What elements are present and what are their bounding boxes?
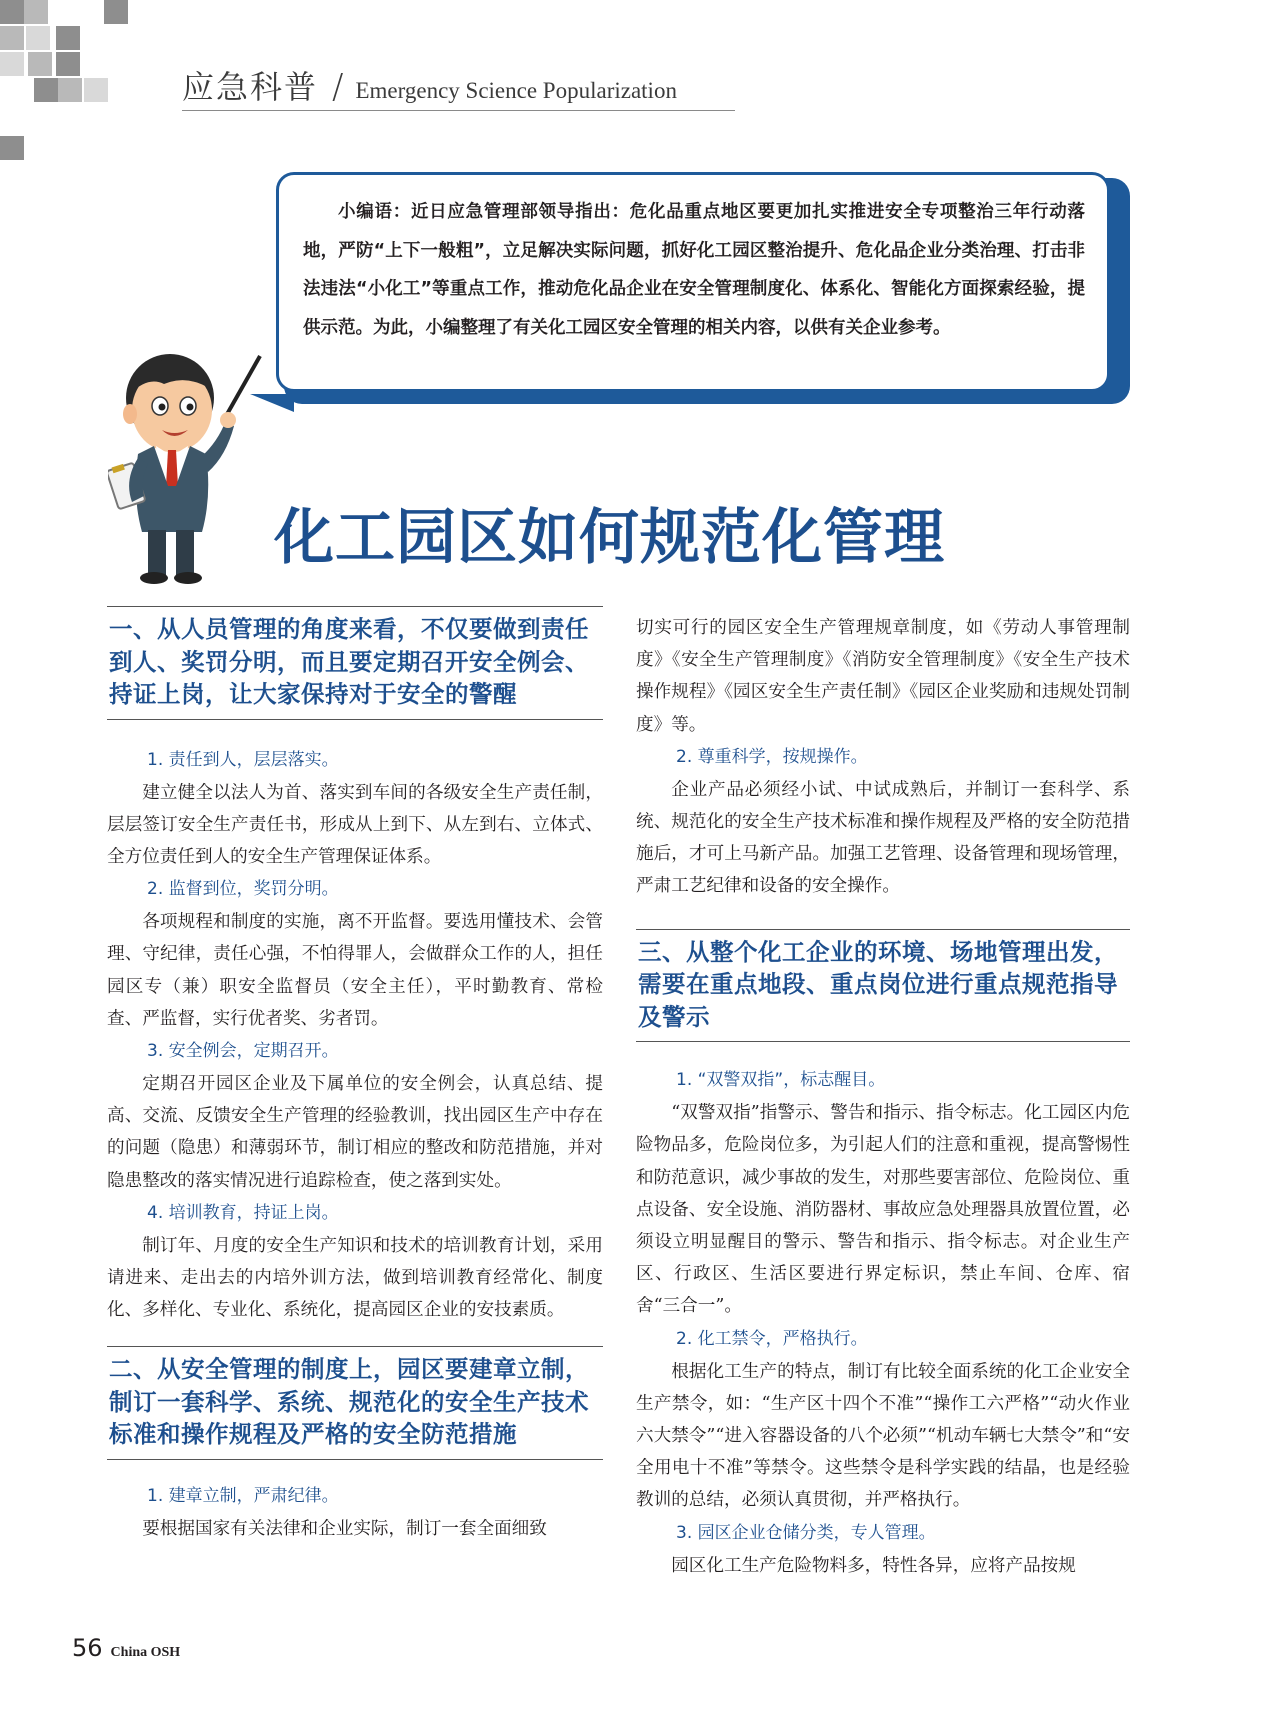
decor-square <box>28 52 52 76</box>
section-separator: / <box>332 67 344 107</box>
page-footer <box>72 1634 180 1662</box>
subheading-1-3: 3. 安全例会，定期召开。 <box>147 1040 339 1061</box>
header-rule <box>182 110 735 111</box>
decor-square <box>0 0 24 24</box>
editor-note-bubble <box>276 172 1110 392</box>
subheading-1-1: 1. 责任到人，层层落实。 <box>147 749 339 770</box>
paragraph: 建立健全以法人为首、落实到车间的各级安全生产责任制，层层签订安全生产责任书，形成从上到下、从左到右、立体式、全方位责任到人的安全生产管理保证体系。 <box>107 782 603 867</box>
decor-square <box>0 52 24 76</box>
subheading-1-2: 2. 监督到位，奖罚分明。 <box>147 879 339 900</box>
decor-square <box>24 0 48 24</box>
paragraph: 园区化工生产危险物料多，特性各异，应将产品按规 <box>671 1555 1076 1576</box>
paragraph: “双警双指”指警示、警告和指示、指令标志。化工园区内危险物品多，危险岗位多，为引起人们的注意和重视，提高警惕性和防范意识，减少事故的发生，对那些要害部位、危险岗位、重点设备、安全设施、消防器材、事故应急处理器具放置位置，必须设立明显醒目的警示、警告和指示、指令标志。对企业生产区、行政区、生活区要进行界定标识，禁止车间、仓库、宿舍“三合一”。 <box>636 1103 1130 1317</box>
page-number: 56 <box>72 1634 103 1662</box>
left-column <box>107 606 603 1545</box>
section-2-heading: 二、从安全管理的制度上，园区要建章立制，制订一套科学、系统、规范化的安全生产技术标准和操作规程及严格的安全防范措施 <box>107 1346 603 1460</box>
decor-square <box>0 26 24 50</box>
editor-note-text: 小编语：近日应急管理部领导指出：危化品重点地区要更加扎实推进安全专项整治三年行动落地，严防“上下一般粗”，立足解决实际问题，抓好化工园区整治提升、危化品企业分类治理、打击非法违法“小化工”等重点工作，推动危化品企业在安全管理制度化、体系化、智能化方面探索经验，提供示范。为此，小编整理了有关化工园区安全管理的相关内容，以供有关企业参考。 <box>303 202 1085 338</box>
paragraph: 制订年、月度的安全生产知识和技术的培训教育计划，采用请进来、走出去的内培外训方法，做到培训教育经常化、制度化、多样化、专业化、系统化，提高园区企业的安技素质。 <box>107 1235 603 1321</box>
subheading-2-2: 2. 尊重科学，按规操作。 <box>676 746 868 767</box>
paragraph: 定期召开园区企业及下属单位的安全例会，认真总结、提高、交流、反馈安全生产管理的经验教训，找出园区生产中存在的问题（隐患）和薄弱环节，制订相应的整改和防范措施，并对隐患整改的落实情况进行追踪检查，使之落到实处。 <box>107 1073 603 1191</box>
decor-square <box>84 78 108 102</box>
right-column <box>636 612 1130 1582</box>
decor-square <box>0 136 24 160</box>
subheading-3-2: 2. 化工禁令，严格执行。 <box>676 1328 868 1349</box>
decor-square <box>56 26 80 50</box>
decor-square <box>26 26 50 50</box>
magazine-name: China OSH <box>110 1645 181 1660</box>
paragraph: 企业产品必须经小试、中试成熟后，并制订一套科学、系统、规范化的安全生产技术标准和操作规程及严格的安全防范措施后，才可上马新产品。加强工艺管理、设备管理和现场管理，严肃工艺纪律和设备的安全操作。 <box>636 779 1130 897</box>
paragraph: 根据化工生产的特点，制订有比较全面系统的化工企业安全生产禁令，如：“生产区十四个不准”“操作工六严格”“动火作业六大禁令”“进入容器设备的八个必须”“机动车辆七大禁令”和“安全用电十不准”等禁令。这些禁令是科学实践的结晶，也是经验教训的总结，必须认真贯彻，并严格执行。 <box>636 1361 1130 1511</box>
decor-square <box>56 52 80 76</box>
section-title-cn: 应急科普 <box>182 68 319 106</box>
paragraph: 要根据国家有关法律和企业实际，制订一套全面细致 <box>142 1518 547 1539</box>
subheading-2-1: 1. 建章立制，严肃纪律。 <box>147 1485 339 1506</box>
paragraph: 各项规程和制度的实施，离不开监督。要选用懂技术、会管理、守纪律，责任心强，不怕得罪人，会做群众工作的人，担任园区专（兼）职安全监督员（安全主任），平时勤教育、常检查、严监督，实行优者奖、劣者罚。 <box>107 912 603 1029</box>
subheading-3-3: 3. 园区企业仓储分类，专人管理。 <box>676 1522 936 1543</box>
paragraph: 切实可行的园区安全生产管理规章制度，如《劳动人事管理制度》《安全生产管理制度》《消防安全管理制度》《安全生产技术操作规程》《园区安全生产责任制》《园区企业奖励和违规处罚制度》等。 <box>636 618 1130 735</box>
section-header <box>182 62 677 108</box>
section-1-heading: 一、从人员管理的角度来看，不仅要做到责任到人、奖罚分明，而且要定期召开安全例会、持证上岗，让大家保持对于安全的警醒 <box>107 606 603 720</box>
subheading-1-4: 4. 培训教育，持证上岗。 <box>147 1202 339 1223</box>
decor-square <box>104 0 128 24</box>
decor-square <box>58 78 82 102</box>
section-title-en: Emergency Science Popularization <box>355 78 677 103</box>
subheading-3-1: 1. “双警双指”，标志醒目。 <box>676 1070 886 1091</box>
article-title: 化工园区如何规范化管理 <box>274 503 945 573</box>
decor-square <box>34 78 58 102</box>
section-3-heading: 三、从整个化工企业的环境、场地管理出发，需要在重点地段、重点岗位进行重点规范指导及警示 <box>636 929 1130 1043</box>
businessman-mascot-illustration <box>108 346 268 586</box>
